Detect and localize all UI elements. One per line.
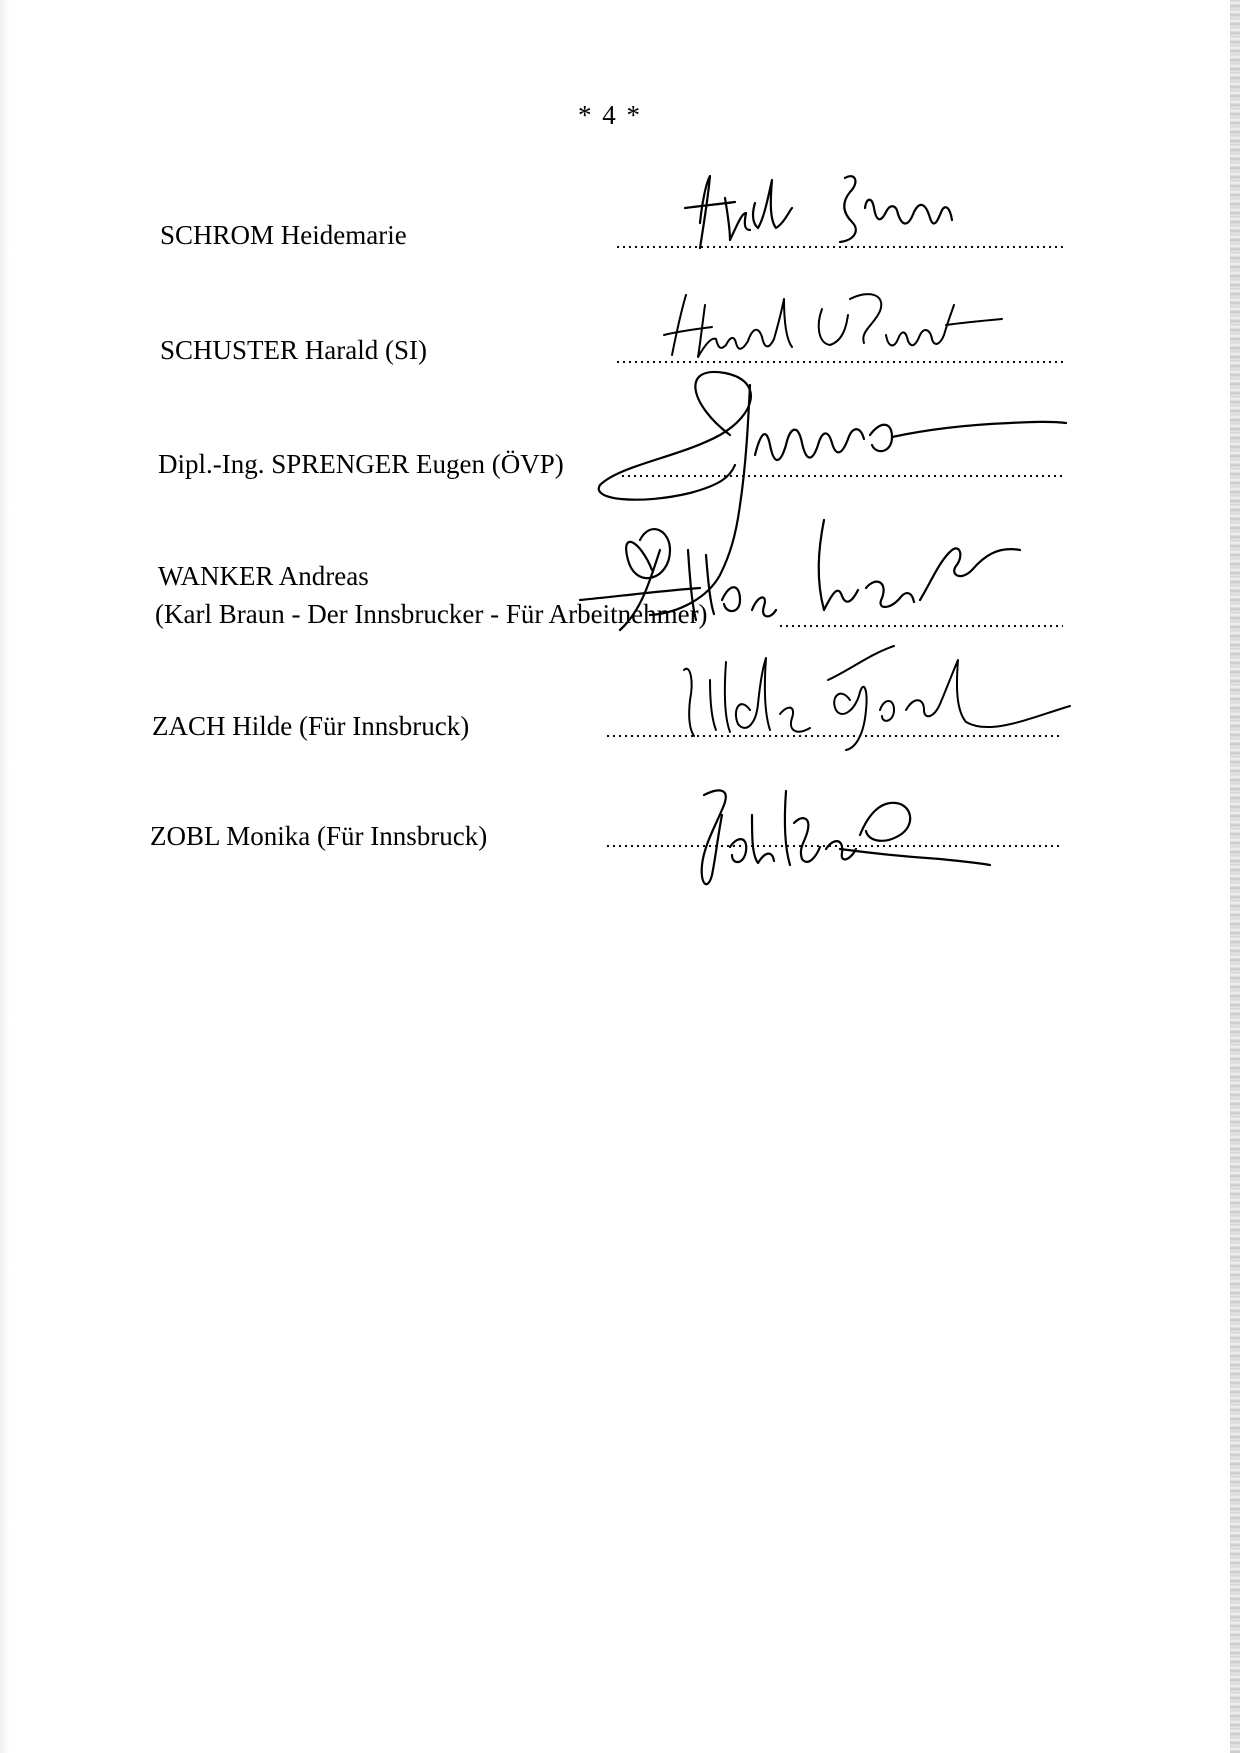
page-number: * 4 * — [578, 100, 642, 130]
scan-edge-left — [0, 0, 10, 1753]
signature-schrom — [680, 168, 1020, 258]
signature-zach — [670, 640, 1090, 750]
signatory-name-zobl: ZOBL Monika (Für Innsbruck) — [150, 821, 488, 851]
signatory-name-sprenger: Dipl.-Ing. SPRENGER Eugen (ÖVP) — [158, 449, 564, 479]
signatory-name-wanker: WANKER Andreas — [158, 561, 369, 591]
signature-wanker — [580, 510, 1040, 660]
signature-zobl — [690, 775, 1010, 895]
signatory-name-schrom: SCHROM Heidemarie — [160, 220, 407, 250]
signatory-affiliation-wanker: (Karl Braun - Der Innsbrucker - Für Arbeitnehmer) — [155, 599, 708, 629]
scan-edge-right — [1230, 0, 1240, 1753]
signatory-name-zach: ZACH Hilde (Für Innsbruck) — [152, 711, 470, 741]
signatory-name-schuster: SCHUSTER Harald (SI) — [160, 335, 427, 365]
